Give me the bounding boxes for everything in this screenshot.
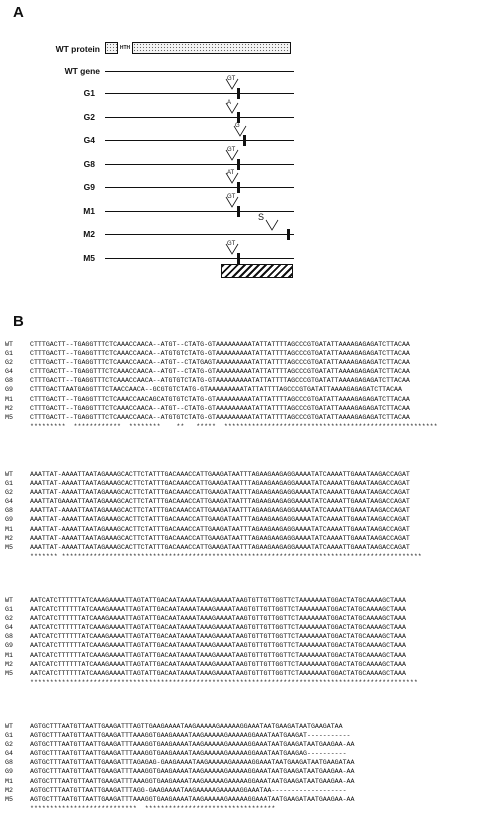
sequence-label: G9 bbox=[5, 642, 13, 650]
sequence-text: AAATTAT-AAAATTAATAGAAAGCACTTCTATTTGACAAACCATTGAAGATAATTTAGAAGAAGAGGAAAATATCAAAATTGAAATAAGACCAGAT bbox=[30, 489, 410, 497]
sequence-row bbox=[5, 349, 438, 358]
gene-line-m1 bbox=[105, 211, 294, 212]
consensus-text: ************************************************************************************************** bbox=[30, 678, 418, 686]
sequence-label: G2 bbox=[5, 615, 13, 623]
sequence-text: CTTTGACTT--TGAGGTTTCTCAAACCAACA--ATGT--CTATGAGTAAAAAAAAATATTATTTTAGCCCGTGATATTAAAAGAGAGATCTTACAA bbox=[30, 359, 410, 367]
gene-line-m5 bbox=[105, 258, 294, 259]
sequence-row bbox=[5, 376, 438, 385]
sequence-row bbox=[5, 641, 418, 650]
sequence-label: G9 bbox=[5, 386, 13, 394]
sequence-row bbox=[5, 605, 418, 614]
sequence-row bbox=[5, 596, 418, 605]
sequence-text: AGTGCTTTAATGTTAATTGAAGATTTAAAGGTGAAGAAAATAAGAAAAAGAAAAAGGAAATAATGAAGATAATGAAGAA-AA bbox=[30, 768, 355, 776]
sequence-text: AATCATCTTTTTTATCAAAGAAAATTAGTATTGACAATAAAATAAAGAAAATAAGTGTTGTTGGTTCTAAAAAAATGGACTATGCAAAAGCTAAA bbox=[30, 597, 406, 604]
sequence-text: CTTTGACTT--TGAGGTTTCTCAAACCAACA--ATGT--CTATG-GTAAAAAAAAATATTATTTTAGCCCGTGATATTAAAAGAGAGATCTTACAA bbox=[30, 404, 410, 412]
sequence-row bbox=[5, 777, 354, 786]
insertion-text-g4: G bbox=[235, 123, 240, 129]
row-label-g8: G8 bbox=[83, 158, 95, 169]
sequence-label: M2 bbox=[5, 404, 13, 412]
sequence-text: AATCATCTTTTTTATCAAAGAAAATTAGTATTGACAATAAAATAAAGAAAATAAGTGTTGTTGGTTCTAAAAAAATGGACTATGCAAAAGCTAAA bbox=[30, 615, 406, 623]
sequence-label: G8 bbox=[5, 759, 13, 767]
sequence-text: AAATTATGAAAATTAATAGAAAGCACTTCTATTTGACAAACCATTGAAGATAATTTAGAAGAAGAGGAAAATATCAAAATTGAAATAAGACCAGAT bbox=[30, 498, 410, 506]
row-label-m1: M1 bbox=[83, 205, 95, 216]
sequence-label: G8 bbox=[5, 507, 13, 515]
sequence-text: AGTGCTTTAATGTTAATTGAAGATTTAAAGGTGAAGAAAATAAGAAAAAGAAAAAGGAAATAATGAAGATAATGAAGAA-AA bbox=[30, 741, 355, 749]
sequence-label: G2 bbox=[5, 359, 13, 367]
sequence-text: AAATTAT-AAAATTAATAGAAAGCACTTCTATTTGACAAACCATTGAAGATAATTTAGAAGAAGAGGAAAATATCAAAATTGAAATAAGACCAGAT bbox=[30, 525, 410, 533]
gene-line-g1 bbox=[105, 93, 294, 94]
wt-gene-line bbox=[105, 71, 294, 72]
sequence-row bbox=[5, 358, 438, 367]
row-label-g9: G9 bbox=[83, 182, 95, 192]
sequence-label: WT bbox=[5, 597, 13, 604]
sequence-text: CTTTGACTTAATGAGGTTTCTAACCAACA--GCGTGTCTATG-GTAAAAAAAAATATTATTTTAGCCCGTGATATTAAAAGAGAGATCTTACAA bbox=[30, 386, 402, 394]
insertion-text-m2: S bbox=[258, 212, 265, 222]
sequence-row bbox=[5, 488, 422, 497]
sequence-label: M1 bbox=[5, 651, 13, 659]
sequence-label: M1 bbox=[5, 395, 13, 403]
sequence-label: G9 bbox=[5, 516, 13, 524]
sequence-text: AGTGCTTTAATGTTAATTGAAGATTTAGTTGAAGAAAATAAGAAAAAGAAAAAGGAAATAATGAAGATAATGAAGATAA bbox=[30, 723, 343, 730]
sequence-text: AGTGCTTTAATGTTAATTGAAGATTTAAAGGTGAAGAAAATAAGAAAAAGAAAAAGGAAATAATGAAGAG---------- bbox=[30, 750, 347, 758]
sequence-text: CTTTGACTT--TGAGGTTTCTCAAACCAACA--ATGTGTCTATG-GTAAAAAAAAATATTATTTTAGCCCGTGATATTAAAAGAGAGATCTTACAA bbox=[30, 350, 410, 358]
sequence-row bbox=[5, 722, 354, 731]
sequence-label: G8 bbox=[5, 377, 13, 385]
sequence-text: AAATTAT-AAAATTAATAGAAAGCACTTCTATTTGACAAACCATTGAAGATAATTTAGAAGAAGAGGAAAATATCAAAATTGAAATAAGACCAGAT bbox=[30, 543, 410, 551]
sequence-text: AGTGCTTTAATGTTAATTGAAGATTTAGG-GAAGAAAATAAGAAAAAGAAAAAGGAAATAA------------------- bbox=[30, 786, 347, 794]
sequence-row bbox=[5, 767, 354, 776]
sequence-text: AATCATCTTTTTTATCAAAGAAAATTAGTATTGACAATAAAATAAAGAAAATAAGTGTTGTTGGTTCTAAAAAAATGGACTATGCAAAAGCTAAA bbox=[30, 642, 406, 650]
row-label-g1: G1 bbox=[83, 88, 95, 98]
wt-gene-label: WT gene bbox=[64, 66, 100, 76]
sequence-label: M2 bbox=[5, 660, 13, 668]
sequence-text: AAATTAT-AAAATTAATAGAAAGCACTTCTATTTGACAAACCATTGAAGATAATTTAGAAGAAGAGGAAAATATCAAAATTGAAATAAGACCAGAT bbox=[30, 480, 410, 488]
insertion-callout-m2 bbox=[265, 219, 279, 231]
consensus-row bbox=[5, 422, 438, 431]
sequence-row bbox=[5, 470, 422, 479]
alignment-block-1 bbox=[5, 340, 438, 431]
sequence-text: CTTTGACTT--TGAGGTTTCTCAAACCAACA--ATGTGTCTATG-GTAAAAAAAAATATTATTTTAGCCCGTGATATTAAAAGAGAGATCTTACAA bbox=[30, 377, 410, 385]
row-label-g2: G2 bbox=[83, 111, 95, 122]
sequence-text: AAATTAT-AAAATTAATAGAAAGCACTTCTATTTGACAAACCATTGAAGATAATTTAGAAGAAGAGGAAAATATCAAAATTGAAATAAGACCAGAT bbox=[30, 507, 410, 515]
sequence-label: WT bbox=[5, 471, 13, 478]
sequence-label: G4 bbox=[5, 624, 13, 632]
sequence-row bbox=[5, 534, 422, 543]
sequence-text: AATCATCTTTTTTATCAAAGAAAATTAGTATTGACAATAAAATAAAGAAAATAAGTGTTGTTGGTTCTAAAAAAATGGACTATGCAAAAGCTAAA bbox=[30, 633, 406, 641]
sequence-label: M5 bbox=[5, 795, 13, 803]
consensus-row bbox=[5, 804, 354, 813]
sequence-row bbox=[5, 749, 354, 758]
sequence-row bbox=[5, 623, 418, 632]
sequence-row bbox=[5, 515, 422, 524]
consensus-text: ******* ******************************************************************************************* bbox=[30, 552, 422, 560]
sequence-text: CTTTGACTT--TGAGGTTTCTCAAACCAACA--ATGT--CTATG-GTAAAAAAAAATATTATTTTAGCCCGTGATATTAAAAGAGAGATCTTACAA bbox=[30, 341, 410, 348]
sequence-label: WT bbox=[5, 723, 13, 730]
sequence-row bbox=[5, 669, 418, 678]
sequence-row bbox=[5, 395, 438, 404]
row-label-g4: G4 bbox=[83, 135, 95, 145]
sequence-label: M5 bbox=[5, 669, 13, 677]
sequence-row bbox=[5, 786, 354, 795]
consensus-text: ********* ************ ******** ** ***** ****************************************************** bbox=[30, 422, 438, 430]
sequence-label: G8 bbox=[5, 633, 13, 641]
sequence-row bbox=[5, 367, 438, 376]
sequence-row bbox=[5, 385, 438, 394]
hth-domain: HTH bbox=[117, 42, 133, 54]
sequence-label: G1 bbox=[5, 480, 13, 488]
sequence-row bbox=[5, 614, 418, 623]
sequence-text: AAATTAT-AAAATTAATAGAAAGCACTTCTATTTGACAAACCATTGAAGATAATTTAGAAGAAGAGGAAAATATCAAAATTGAAATAAGACCAGAT bbox=[30, 516, 410, 524]
sequence-text: AATCATCTTTTTTATCAAAGAAAATTAGTATTGACAATAAAATAAAGAAAATAAGTGTTGTTGGTTCTAAAAAAATGGACTATGCAAAAGCTAAA bbox=[30, 669, 406, 677]
sequence-text: AGTGCTTTAATGTTAATTGAAGATTTAAAGGTGAAGAAAATAAGAAAAAGAAAAAGGAAATAATGAAGATAATGAAGAA-AA bbox=[30, 795, 355, 803]
sequence-text: AATCATCTTTTTTATCAAAGAAAATTAGTATTGACAATAAAATAAAGAAAATAAGTGTTGTTGGTTCTAAAAAAATGGACTATGCAAAAGCTAAA bbox=[30, 624, 406, 632]
alignment-block-3 bbox=[5, 596, 418, 687]
insertion-text-g8: GT bbox=[227, 146, 236, 153]
sequence-text: AGTGCTTTAATGTTAATTGAAGATTTAGAGAG-GAAGAAAATAAGAAAAAGAAAAAGGAAATAATGAAGATAATGAAGATAA bbox=[30, 759, 355, 767]
sequence-label: G2 bbox=[5, 489, 13, 497]
insertion-text-m5: GT bbox=[227, 240, 236, 247]
sequence-label: M1 bbox=[5, 777, 13, 785]
sequence-label: M2 bbox=[5, 786, 13, 794]
gene-line-g2 bbox=[105, 117, 294, 118]
sequence-row bbox=[5, 479, 422, 488]
sequence-text: AATCATCTTTTTTATCAAAGAAAATTAGTATTGACAATAAAATAAAGAAAATAAGTGTTGTTGGTTCTAAAAAAATGGACTATGCAAAAGCTAAA bbox=[30, 606, 406, 614]
sequence-label: G2 bbox=[5, 741, 13, 749]
sequence-row bbox=[5, 740, 354, 749]
sequence-text: AATCATCTTTTTTATCAAAGAAAATTAGTATTGACAATAAAATAAAGAAAATAAGTGTTGTTGGTTCTAAAAAAATGGACTATGCAAAAGCTAAA bbox=[30, 651, 406, 659]
sequence-text: CTTTGACTT--TGAGGTTTCTCAAACCAACA--ATGTGTCTATG-GTAAAAAAAAATATTATTTTAGCCCGTGATATTAAAAGAGAGATCTTACAA bbox=[30, 413, 410, 421]
sequence-row bbox=[5, 506, 422, 515]
gene-line-g9 bbox=[105, 187, 294, 188]
sequence-label: G4 bbox=[5, 750, 13, 758]
sequence-text: AAATTAT-AAAATTAATAGAAAGCACTTCTATTTGACAAACCATTGAAGATAATTTAGAAGAAGAGGAAAATATCAAAATTGAAATAAGACCAGAT bbox=[30, 471, 410, 478]
sequence-text: CTTTGACTT--TGAGGTTTCTCAAACCAACAGCATGTGTCTATG-GTAAAAAAAAATATTATTTTAGCCCGTGATATTAAAAGAGAGATCTTACAA bbox=[30, 395, 410, 403]
sequence-text: AAATTAT-AAAATTAATAGAAAGCACTTCTATTTGACAAACCATTGAAGATAATTTAGAAGAAGAGGAAAATATCAAAATTGAAATAAGACCAGAT bbox=[30, 534, 410, 542]
row-label-m2: M2 bbox=[83, 229, 95, 239]
sequence-row bbox=[5, 525, 422, 534]
sequence-text: AATCATCTTTTTTATCAAAGAAAATTAGTATTGACAATAAAATAAAGAAAATAAGTGTTGTTGGTTCTAAAAAAATGGACTATGCAAAAGCTAAA bbox=[30, 660, 406, 668]
sequence-row bbox=[5, 340, 438, 349]
hatched-region bbox=[221, 264, 293, 278]
insertion-text-g1: GT bbox=[227, 76, 236, 82]
sequence-label: M5 bbox=[5, 543, 13, 551]
sequence-text: CTTTGACTT--TGAGGTTTCTCAAACCAACA--ATGT--CTATG-GTAAAAAAAAATATTATTTTAGCCCGTGATATTAAAAGAGAGATCTTACAA bbox=[30, 368, 410, 376]
gene-line-g4 bbox=[105, 140, 294, 141]
sequence-label: G9 bbox=[5, 768, 13, 776]
sequence-label: G1 bbox=[5, 350, 13, 358]
consensus-row bbox=[5, 552, 422, 561]
sequence-row bbox=[5, 758, 354, 767]
sequence-row bbox=[5, 731, 354, 740]
gene-line-g8 bbox=[105, 164, 294, 165]
row-label-m5: M5 bbox=[83, 252, 95, 263]
sequence-row bbox=[5, 497, 422, 506]
alignment-block-4 bbox=[5, 722, 354, 813]
sequence-label: WT bbox=[5, 341, 13, 348]
insertion-text-g9: AT bbox=[227, 170, 235, 176]
sequence-row bbox=[5, 413, 438, 422]
consensus-row bbox=[5, 678, 418, 687]
sequence-label: G1 bbox=[5, 606, 13, 614]
panel-a-label: A bbox=[13, 4, 24, 21]
protein-label: WT protein bbox=[55, 44, 100, 54]
panel-b-label: B bbox=[13, 313, 24, 330]
sequence-label: M1 bbox=[5, 525, 13, 533]
sequence-label: M5 bbox=[5, 413, 13, 421]
insertion-text-g2: A bbox=[227, 99, 232, 106]
consensus-text: *************************** ********************************* bbox=[30, 804, 276, 812]
sequence-row bbox=[5, 404, 438, 413]
sequence-label: G4 bbox=[5, 368, 13, 376]
sequence-text: AGTGCTTTAATGTTAATTGAAGATTTAAAGGTGAAGAAAATAAGAAAAAGAAAAAGGAAATAATGAAGAT----------- bbox=[30, 732, 351, 740]
mutation-mark-m2 bbox=[287, 229, 290, 240]
sequence-label: M2 bbox=[5, 534, 13, 542]
gene-line-m2 bbox=[105, 234, 294, 235]
insertion-text-m1: GT bbox=[227, 193, 236, 200]
sequence-row bbox=[5, 795, 354, 804]
sequence-text: AGTGCTTTAATGTTAATTGAAGATTTAAAGGTGAAGAAAATAAGAAAAAGAAAAAGGAAATAATGAAGATAATGAAGAA-AA bbox=[30, 777, 355, 785]
sequence-row bbox=[5, 543, 422, 552]
sequence-row bbox=[5, 632, 418, 641]
sequence-row bbox=[5, 660, 418, 669]
sequence-label: G1 bbox=[5, 732, 13, 740]
sequence-row bbox=[5, 651, 418, 660]
alignment-block-2 bbox=[5, 470, 422, 561]
sequence-label: G4 bbox=[5, 498, 13, 506]
